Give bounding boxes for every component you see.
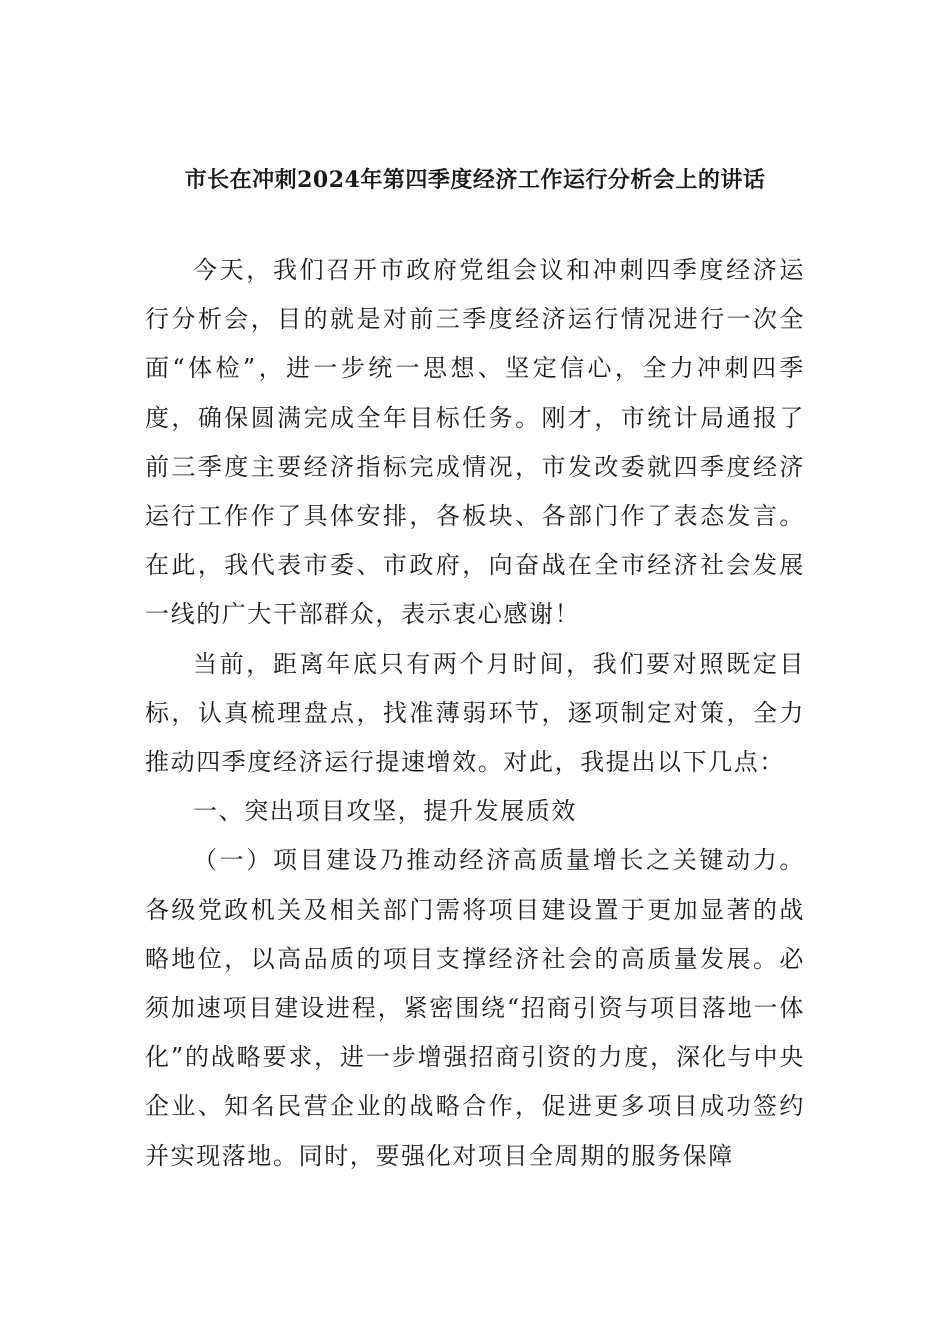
document-body	[145, 246, 805, 1181]
paragraph-subsection-1: （一）项目建设乃推动经济高质量增长之关键动力。各级党政机关及相关部门需将项目建设置于更加显著的战略地位，以高品质的项目支撑经济社会的高质量发展。必须加速项目建设进程，紧密围绕“招商引资与项目落地一体化”的战略要求，进一步增强招商引资的力度，深化与中央企业、知名民营企业的战略合作，促进更多项目成功签约并实现落地。同时，要强化对项目全周期的服务保障	[145, 846, 805, 1170]
paragraph-opening: 今天，我们召开市政府党组会议和冲刺四季度经济运行分析会，目的就是对前三季度经济运行情况进行一次全面“体检”，进一步统一思想、坚定信心，全力冲刺四季度，确保圆满完成全年目标任务。刚才，市统计局通报了前三季度主要经济指标完成情况，市发改委就四季度经济运行工作作了具体安排，各板块、各部门作了表态发言。在此，我代表市委、市政府，向奋战在全市经济社会发展一线的广大干部群众，表示衷心感谢！	[145, 256, 805, 629]
document-title: 市长在冲刺2024年第四季度经济工作运行分析会上的讲话	[184, 167, 766, 193]
section-heading-1: 一、突出项目攻坚，提升发展质效	[193, 797, 577, 826]
paragraph-current-situation: 当前，距离年底只有两个月时间，我们要对照既定目标，认真梳理盘点，找准薄弱环节，逐项制定对策，全力推动四季度经济运行提速增效。对此，我提出以下几点：	[145, 649, 805, 777]
